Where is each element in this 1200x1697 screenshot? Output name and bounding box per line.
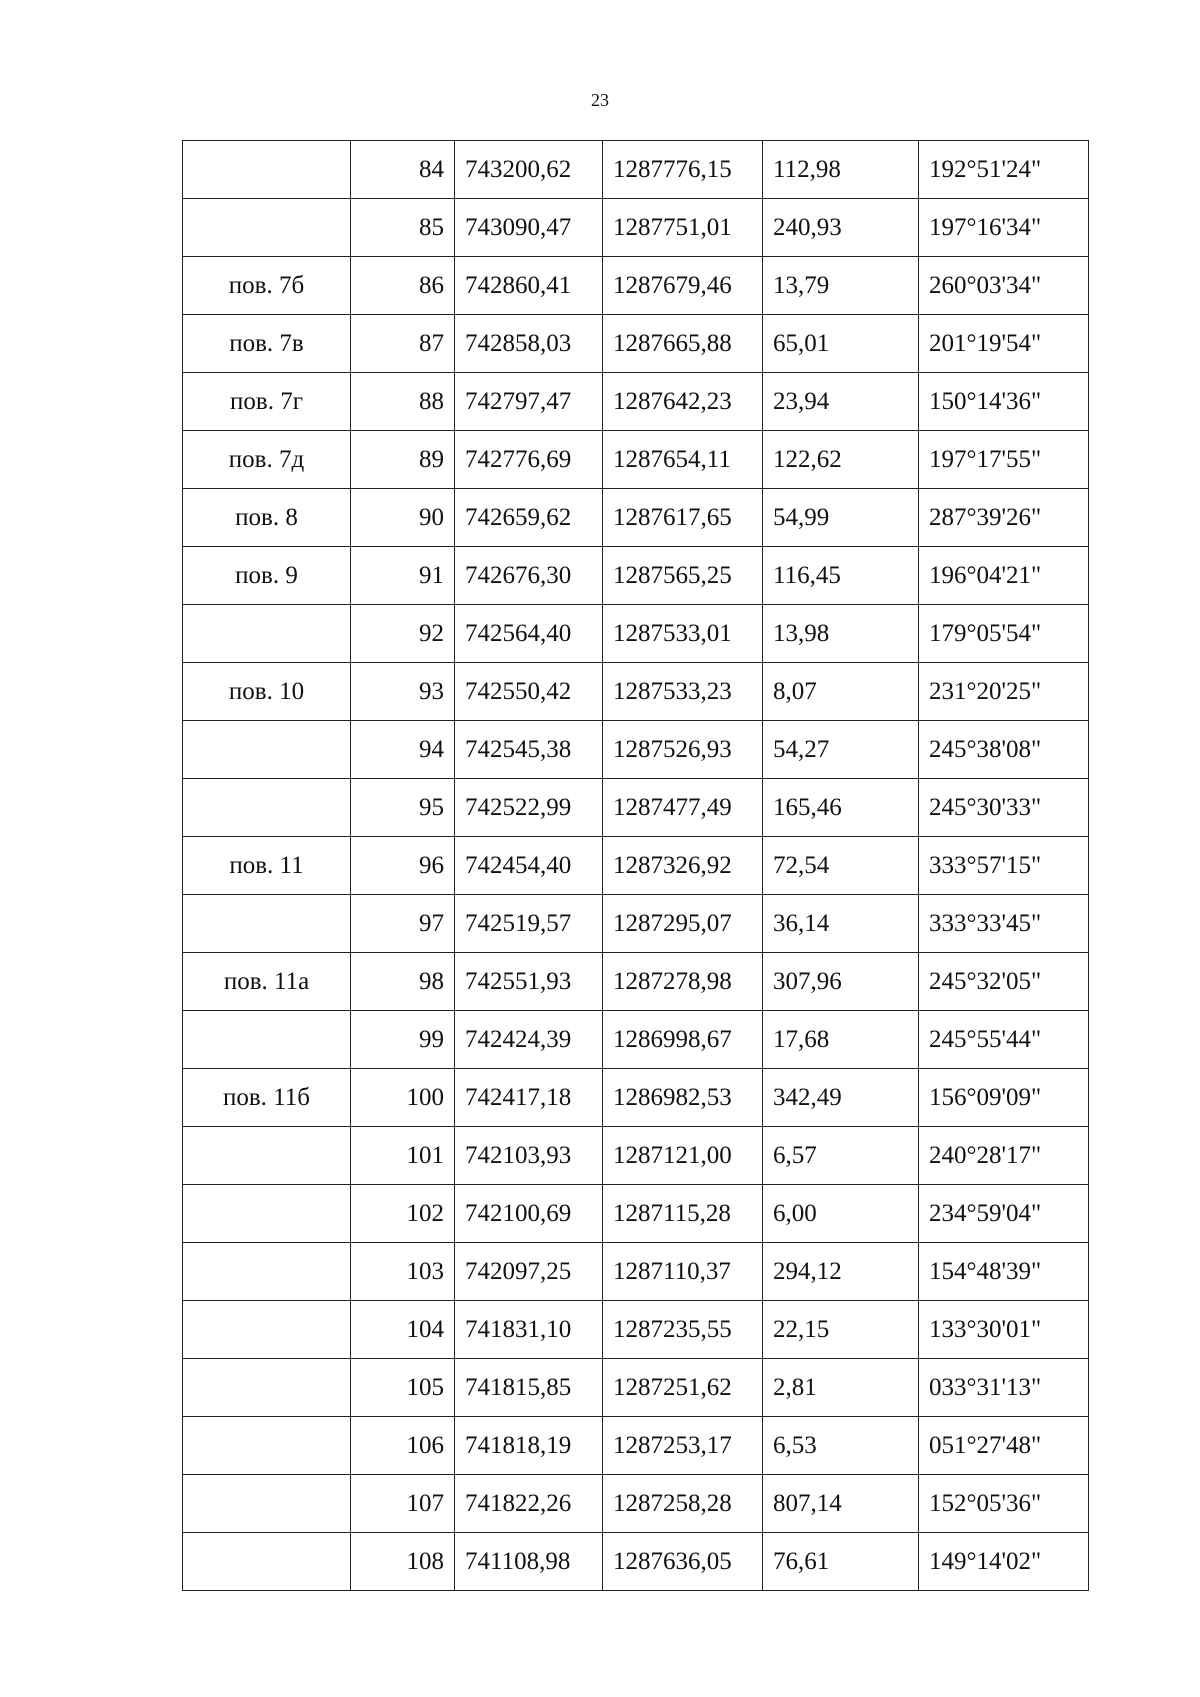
point-number-cell: 86 [351,257,455,315]
table-row [183,1243,1089,1301]
y-coordinate-cell: 1287326,92 [603,837,763,895]
point-number-cell: 95 [351,779,455,837]
coordinates-table-body [183,141,1089,1591]
y-coordinate-cell: 1287565,25 [603,547,763,605]
distance-cell: 6,00 [763,1185,919,1243]
x-coordinate-cell: 742858,03 [455,315,603,373]
distance-cell: 76,61 [763,1533,919,1591]
turn-point-label-cell [183,1475,351,1533]
table-row [183,779,1089,837]
turn-point-label-cell [183,1533,351,1591]
table-row [183,1127,1089,1185]
distance-cell: 2,81 [763,1359,919,1417]
turn-point-label-cell: пов. 8 [183,489,351,547]
table-row [183,663,1089,721]
x-coordinate-cell: 742551,93 [455,953,603,1011]
table-row [183,1475,1089,1533]
x-coordinate-cell: 742097,25 [455,1243,603,1301]
point-number-cell: 106 [351,1417,455,1475]
table-row [183,373,1089,431]
page-number: 23 [591,90,609,110]
direction-angle-cell: 245°32'05" [919,953,1089,1011]
turn-point-label-cell [183,605,351,663]
turn-point-label-cell [183,1127,351,1185]
table-row [183,199,1089,257]
y-coordinate-cell: 1287636,05 [603,1533,763,1591]
point-number-cell: 103 [351,1243,455,1301]
distance-cell: 240,93 [763,199,919,257]
x-coordinate-cell: 742860,41 [455,257,603,315]
direction-angle-cell: 260°03'34" [919,257,1089,315]
table-row [183,547,1089,605]
y-coordinate-cell: 1287477,49 [603,779,763,837]
y-coordinate-cell: 1287295,07 [603,895,763,953]
y-coordinate-cell: 1287751,01 [603,199,763,257]
turn-point-label-cell [183,1185,351,1243]
point-number-cell: 93 [351,663,455,721]
x-coordinate-cell: 742454,40 [455,837,603,895]
point-number-cell: 88 [351,373,455,431]
x-coordinate-cell: 742776,69 [455,431,603,489]
x-coordinate-cell: 742519,57 [455,895,603,953]
turn-point-label-cell [183,1359,351,1417]
turn-point-label-cell: пов. 7д [183,431,351,489]
y-coordinate-cell: 1286982,53 [603,1069,763,1127]
point-number-cell: 97 [351,895,455,953]
x-coordinate-cell: 743200,62 [455,141,603,199]
point-number-cell: 91 [351,547,455,605]
x-coordinate-cell: 742424,39 [455,1011,603,1069]
distance-cell: 72,54 [763,837,919,895]
x-coordinate-cell: 741831,10 [455,1301,603,1359]
y-coordinate-cell: 1287679,46 [603,257,763,315]
distance-cell: 307,96 [763,953,919,1011]
turn-point-label-cell [183,721,351,779]
table-row [183,257,1089,315]
y-coordinate-cell: 1287654,11 [603,431,763,489]
point-number-cell: 85 [351,199,455,257]
direction-angle-cell: 196°04'21" [919,547,1089,605]
y-coordinate-cell: 1287110,37 [603,1243,763,1301]
distance-cell: 17,68 [763,1011,919,1069]
y-coordinate-cell: 1287121,00 [603,1127,763,1185]
x-coordinate-cell: 742100,69 [455,1185,603,1243]
point-number-cell: 107 [351,1475,455,1533]
y-coordinate-cell: 1287258,28 [603,1475,763,1533]
x-coordinate-cell: 742545,38 [455,721,603,779]
x-coordinate-cell: 741108,98 [455,1533,603,1591]
turn-point-label-cell: пов. 11а [183,953,351,1011]
direction-angle-cell: 287°39'26" [919,489,1089,547]
point-number-cell: 98 [351,953,455,1011]
turn-point-label-cell: пов. 11 [183,837,351,895]
table-row [183,1011,1089,1069]
point-number-cell: 108 [351,1533,455,1591]
distance-cell: 23,94 [763,373,919,431]
distance-cell: 6,57 [763,1127,919,1185]
turn-point-label-cell: пов. 7в [183,315,351,373]
table-row [183,721,1089,779]
point-number-cell: 99 [351,1011,455,1069]
y-coordinate-cell: 1287665,88 [603,315,763,373]
distance-cell: 112,98 [763,141,919,199]
turn-point-label-cell [183,1301,351,1359]
point-number-cell: 105 [351,1359,455,1417]
x-coordinate-cell: 742103,93 [455,1127,603,1185]
direction-angle-cell: 152°05'36" [919,1475,1089,1533]
direction-angle-cell: 150°14'36" [919,373,1089,431]
turn-point-label-cell: пов. 11б [183,1069,351,1127]
table-row [183,141,1089,199]
distance-cell: 294,12 [763,1243,919,1301]
table-row [183,489,1089,547]
direction-angle-cell: 231°20'25" [919,663,1089,721]
direction-angle-cell: 201°19'54" [919,315,1089,373]
y-coordinate-cell: 1287115,28 [603,1185,763,1243]
distance-cell: 65,01 [763,315,919,373]
table-row [183,1185,1089,1243]
coordinates-table [182,140,1089,1591]
point-number-cell: 84 [351,141,455,199]
distance-cell: 6,53 [763,1417,919,1475]
direction-angle-cell: 245°38'08" [919,721,1089,779]
direction-angle-cell: 333°57'15" [919,837,1089,895]
direction-angle-cell: 179°05'54" [919,605,1089,663]
direction-angle-cell: 234°59'04" [919,1185,1089,1243]
distance-cell: 13,79 [763,257,919,315]
direction-angle-cell: 033°31'13" [919,1359,1089,1417]
point-number-cell: 96 [351,837,455,895]
point-number-cell: 94 [351,721,455,779]
distance-cell: 342,49 [763,1069,919,1127]
table-row [183,1301,1089,1359]
table-row [183,895,1089,953]
x-coordinate-cell: 742522,99 [455,779,603,837]
distance-cell: 13,98 [763,605,919,663]
turn-point-label-cell [183,141,351,199]
table-row [183,431,1089,489]
turn-point-label-cell: пов. 9 [183,547,351,605]
direction-angle-cell: 245°55'44" [919,1011,1089,1069]
direction-angle-cell: 154°48'39" [919,1243,1089,1301]
y-coordinate-cell: 1287235,55 [603,1301,763,1359]
y-coordinate-cell: 1287253,17 [603,1417,763,1475]
turn-point-label-cell: пов. 7г [183,373,351,431]
y-coordinate-cell: 1287533,23 [603,663,763,721]
x-coordinate-cell: 741822,26 [455,1475,603,1533]
turn-point-label-cell [183,779,351,837]
turn-point-label-cell: пов. 7б [183,257,351,315]
point-number-cell: 90 [351,489,455,547]
point-number-cell: 100 [351,1069,455,1127]
direction-angle-cell: 197°16'34" [919,199,1089,257]
y-coordinate-cell: 1287251,62 [603,1359,763,1417]
distance-cell: 8,07 [763,663,919,721]
point-number-cell: 92 [351,605,455,663]
table-row [183,953,1089,1011]
x-coordinate-cell: 742417,18 [455,1069,603,1127]
direction-angle-cell: 149°14'02" [919,1533,1089,1591]
point-number-cell: 104 [351,1301,455,1359]
distance-cell: 116,45 [763,547,919,605]
y-coordinate-cell: 1287526,93 [603,721,763,779]
table-row [183,837,1089,895]
x-coordinate-cell: 742564,40 [455,605,603,663]
direction-angle-cell: 245°30'33" [919,779,1089,837]
table-row [183,1533,1089,1591]
direction-angle-cell: 197°17'55" [919,431,1089,489]
x-coordinate-cell: 742659,62 [455,489,603,547]
distance-cell: 54,27 [763,721,919,779]
y-coordinate-cell: 1287617,65 [603,489,763,547]
turn-point-label-cell: пов. 10 [183,663,351,721]
point-number-cell: 89 [351,431,455,489]
table-row [183,315,1089,373]
direction-angle-cell: 133°30'01" [919,1301,1089,1359]
direction-angle-cell: 240°28'17" [919,1127,1089,1185]
turn-point-label-cell [183,895,351,953]
y-coordinate-cell: 1286998,67 [603,1011,763,1069]
y-coordinate-cell: 1287642,23 [603,373,763,431]
point-number-cell: 87 [351,315,455,373]
x-coordinate-cell: 742676,30 [455,547,603,605]
x-coordinate-cell: 742797,47 [455,373,603,431]
point-number-cell: 101 [351,1127,455,1185]
direction-angle-cell: 333°33'45" [919,895,1089,953]
distance-cell: 22,15 [763,1301,919,1359]
x-coordinate-cell: 742550,42 [455,663,603,721]
direction-angle-cell: 051°27'48" [919,1417,1089,1475]
point-number-cell: 102 [351,1185,455,1243]
distance-cell: 165,46 [763,779,919,837]
table-row [183,1417,1089,1475]
direction-angle-cell: 192°51'24" [919,141,1089,199]
table-row [183,1069,1089,1127]
distance-cell: 807,14 [763,1475,919,1533]
y-coordinate-cell: 1287776,15 [603,141,763,199]
x-coordinate-cell: 741815,85 [455,1359,603,1417]
turn-point-label-cell [183,1417,351,1475]
distance-cell: 54,99 [763,489,919,547]
x-coordinate-cell: 741818,19 [455,1417,603,1475]
x-coordinate-cell: 743090,47 [455,199,603,257]
turn-point-label-cell [183,1011,351,1069]
distance-cell: 36,14 [763,895,919,953]
table-row [183,605,1089,663]
turn-point-label-cell [183,199,351,257]
distance-cell: 122,62 [763,431,919,489]
direction-angle-cell: 156°09'09" [919,1069,1089,1127]
turn-point-label-cell [183,1243,351,1301]
table-row [183,1359,1089,1417]
y-coordinate-cell: 1287278,98 [603,953,763,1011]
y-coordinate-cell: 1287533,01 [603,605,763,663]
